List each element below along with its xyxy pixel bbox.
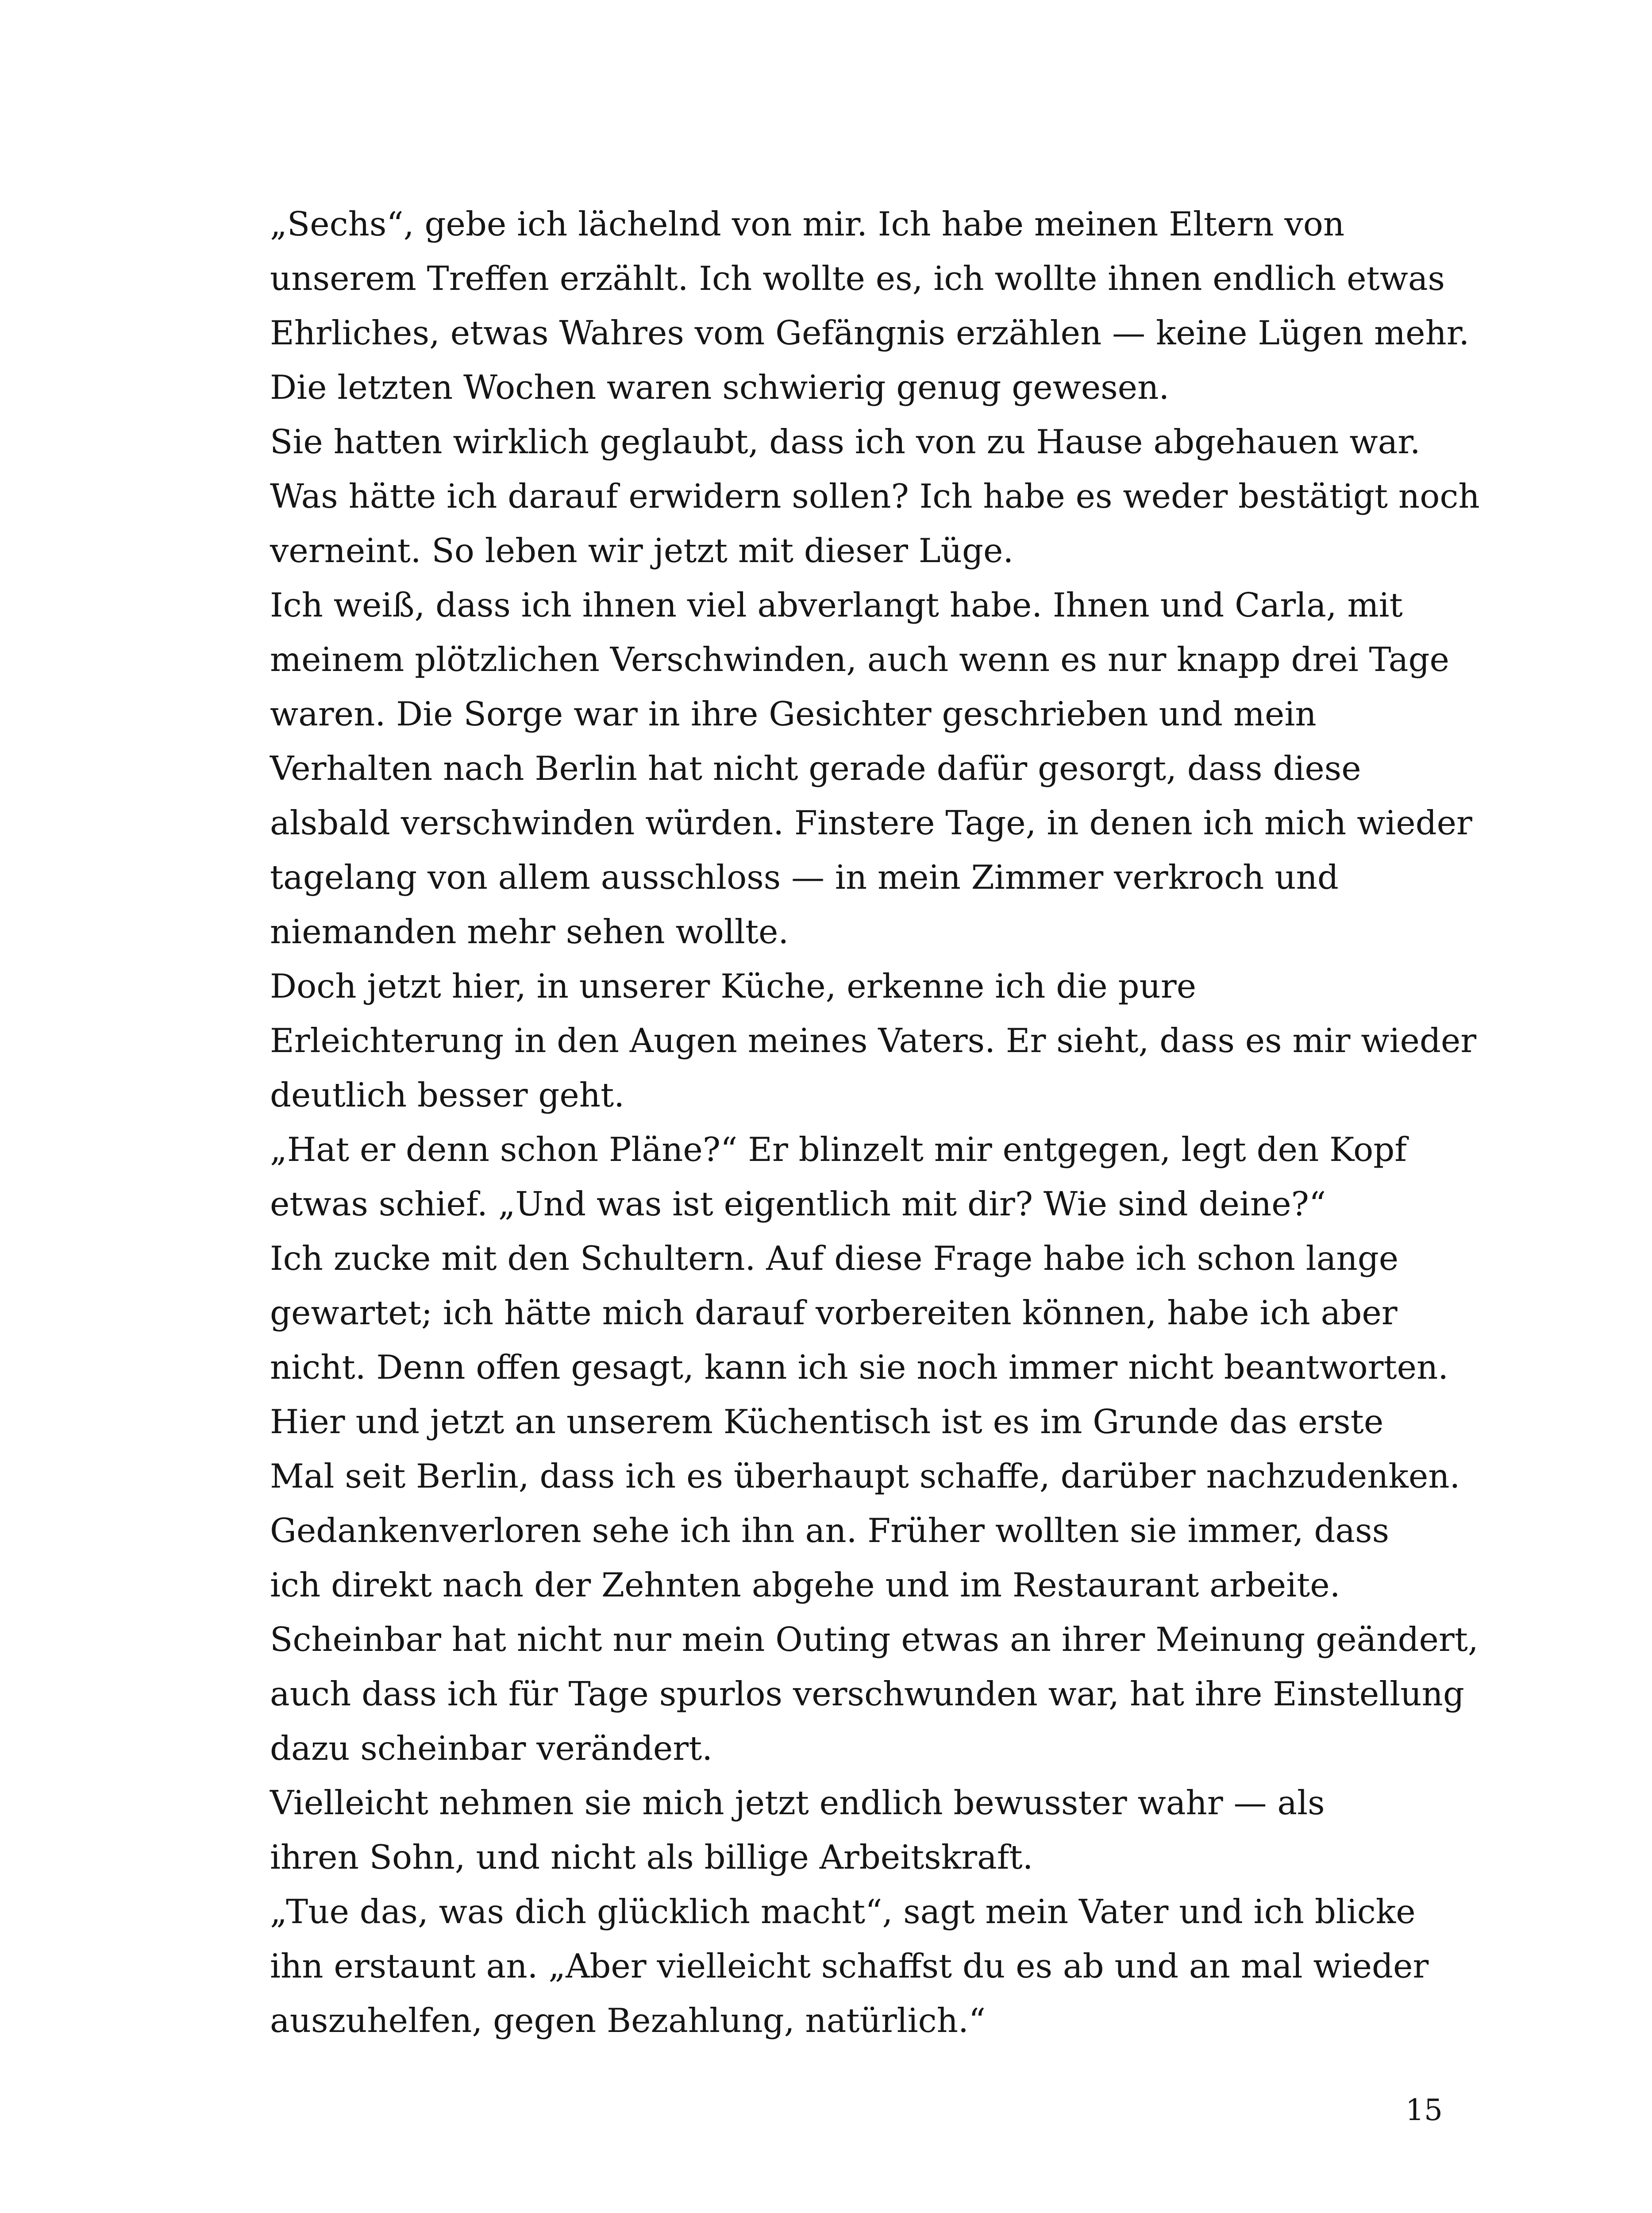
text-line: Scheinbar hat nicht nur mein Outing etwas an ihrer Meinung geändert, [270,1620,1479,1659]
text-line: Hier und jetzt an unserem Küchentisch ist es im Grunde das erste [270,1402,1384,1441]
text-line: ich direkt nach der Zehnten abgehe und im Restaurant arbeite. [270,1565,1340,1604]
paragraph [219,197,1470,415]
text-line: „Tue das, was dich glücklich macht“, sagt mein Vater und ich blicke [270,1892,1416,1931]
text-line: unserem Treffen erzählt. Ich wollte es, ich wollte ihnen endlich etwas [270,259,1445,298]
text-line: waren. Die Sorge war in ihre Gesichter geschrieben und mein [270,694,1317,733]
text-line: Was hätte ich darauf erwidern sollen? Ich habe es weder bestätigt noch [270,477,1480,516]
text-line: Ehrliches, etwas Wahres vom Gefängnis erzählen — keine Lügen mehr. [270,313,1470,352]
text-line: Erleichterung in den Augen meines Vaters. Er sieht, dass es mir wieder [270,1021,1477,1060]
paragraph [219,1395,1460,1504]
text-line: „Hat er denn schon Pläne?“ Er blinzelt mir entgegen, legt den Kopf [270,1130,1407,1169]
text-line: Vielleicht nehmen sie mich jetzt endlich bewusster wahr — als [270,1783,1325,1822]
text-line: alsbald verschwinden würden. Finstere Tage, in denen ich mich wieder [270,803,1472,842]
text-line: Verhalten nach Berlin hat nicht gerade dafür gesorgt, dass diese [270,749,1361,788]
text-line: Mal seit Berlin, dass ich es überhaupt schaffe, darüber nachzudenken. [270,1457,1460,1496]
text-line: Die letzten Wochen waren schwierig genug gewesen. [270,368,1170,407]
text-line: auch dass ich für Tage spurlos verschwunden war, hat ihre Einstellung [270,1674,1464,1713]
paragraph [219,1122,1440,1231]
text-line: Sie hatten wirklich geglaubt, dass ich von zu Hause abgehauen war. [270,422,1421,461]
text-line: etwas schief. „Und was ist eigentlich mit dir? Wie sind deine?“ [270,1184,1326,1223]
text-line: Ich zucke mit den Schultern. Auf diese Frage habe ich schon lange [270,1239,1399,1278]
paragraph [219,1231,1449,1395]
paragraph [219,415,1480,578]
text-line: nicht. Denn offen gesagt, kann ich sie noch immer nicht beantworten. [270,1348,1449,1387]
paragraph [219,1776,1440,1885]
text-line: meinem plötzlichen Verschwinden, auch wenn es nur knapp drei Tage [270,640,1449,679]
text-line: auszuhelfen, gegen Bezahlung, natürlich.“ [270,2001,986,2040]
text-line: ihren Sohn, und nicht als billige Arbeitskraft. [270,1838,1033,1877]
text-line: verneint. So leben wir jetzt mit dieser Lüge. [270,531,1014,570]
paragraph [219,1504,1479,1776]
text-line: dazu scheinbar verändert. [270,1729,713,1768]
body-text [219,197,1480,2048]
text-line: „Sechs“, gebe ich lächelnd von mir. Ich habe meinen Eltern von [270,204,1345,243]
text-line: Ich weiß, dass ich ihnen viel abverlangt habe. Ihnen und Carla, mit [270,586,1403,625]
text-line: gewartet; ich hätte mich darauf vorbereiten können, habe ich aber [270,1293,1398,1332]
text-line: Gedankenverloren sehe ich ihn an. Früher wollten sie immer, dass [270,1511,1390,1550]
text-line: deutlich besser geht. [270,1076,625,1114]
paragraph [219,1885,1440,2048]
text-line: ihn erstaunt an. „Aber vielleicht schaffst du es ab und an mal wieder [270,1947,1429,1986]
text-line: niemanden mehr sehen wollte. [270,912,789,951]
paragraph [219,578,1472,959]
text-line: tagelang von allem ausschloss — in mein Zimmer verkroch und [270,858,1339,897]
text-line: Doch jetzt hier, in unserer Küche, erkenne ich die pure [270,967,1197,1006]
paragraph [219,959,1477,1122]
page-number: 15 [1406,2093,1443,2127]
